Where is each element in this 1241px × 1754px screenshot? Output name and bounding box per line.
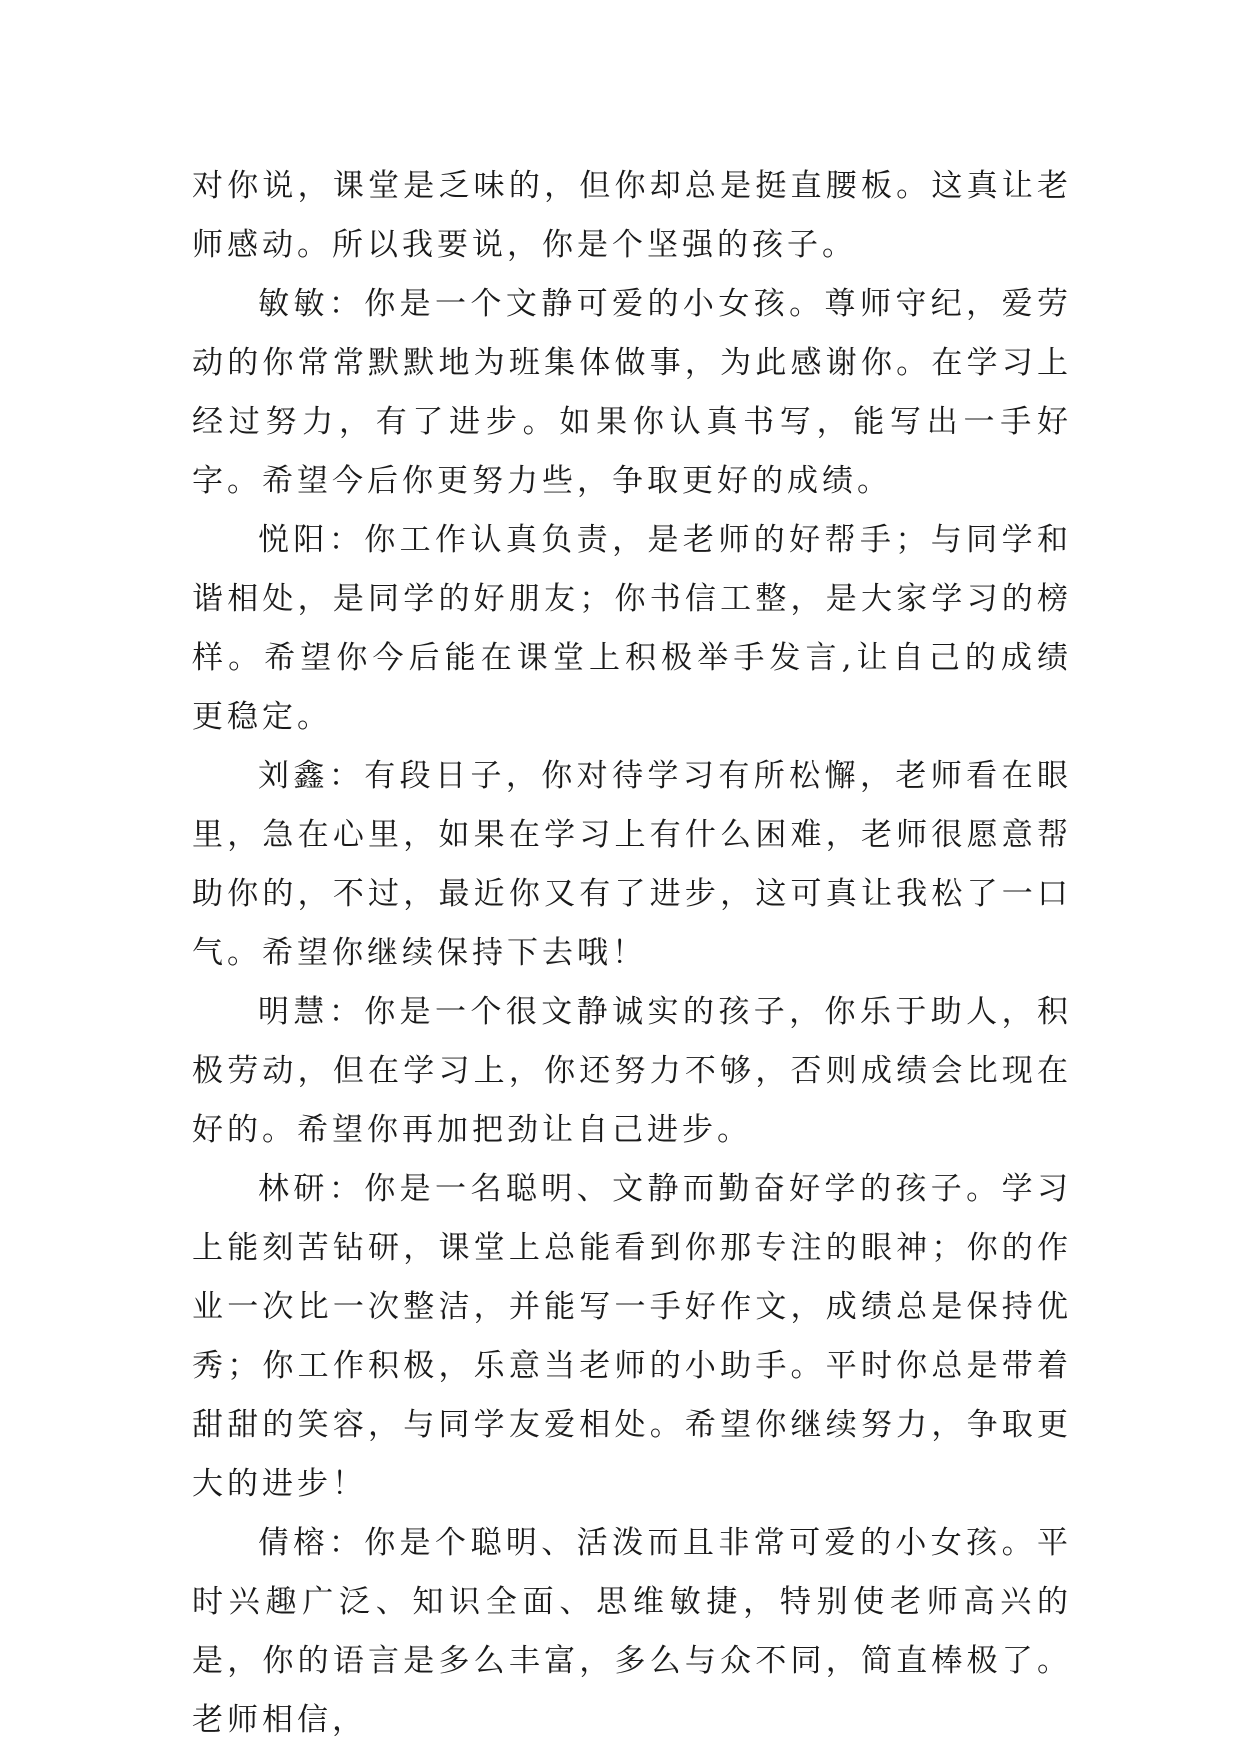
- paragraph-liuxin: 刘鑫：有段日子，你对待学习有所松懈，老师看在眼里，急在心里，如果在学习上有什么困难，老师很愿意帮助你的，不过，最近你又有了进步，这可真让我松了一口气。希望你继续保持下去哦！: [192, 758, 1072, 971]
- document-body: [192, 157, 1072, 1750]
- paragraph-minmin: 敏敏：你是一个文静可爱的小女孩。尊师守纪，爱劳动的你常常默默地为班集体做事，为此感谢你。在学习上经过努力，有了进步。如果你认真书写，能写出一手好字。希望今后你更努力些，争取更好的成绩。: [192, 286, 1072, 499]
- paragraph-qianrong: 倩榕：你是个聪明、活泼而且非常可爱的小女孩。平时兴趣广泛、知识全面、思维敏捷，特别使老师高兴的是，你的语言是多么丰富，多么与众不同，简直棒极了。老师相信，: [192, 1525, 1072, 1738]
- paragraph-linyan: 林研：你是一名聪明、文静而勤奋好学的孩子。学习上能刻苦钻研，课堂上总能看到你那专注的眼神；你的作业一次比一次整洁，并能写一手好作文，成绩总是保持优秀；你工作积极，乐意当老师的小助手。平时你总是带着甜甜的笑容，与同学友爱相处。希望你继续努力，争取更大的进步！: [192, 1171, 1072, 1502]
- paragraph-yueyang: 悦阳：你工作认真负责，是老师的好帮手；与同学和谐相处，是同学的好朋友；你书信工整，是大家学习的榜样。希望你今后能在课堂上积极举手发言,让自己的成绩更稳定。: [192, 522, 1072, 735]
- paragraph-minghui: 明慧：你是一个很文静诚实的孩子，你乐于助人，积极劳动，但在学习上，你还努力不够，否则成绩会比现在好的。希望你再加把劲让自己进步。: [192, 994, 1072, 1148]
- paragraph-continued: 对你说，课堂是乏味的，但你却总是挺直腰板。这真让老师感动。所以我要说，你是个坚强的孩子。: [192, 168, 1072, 263]
